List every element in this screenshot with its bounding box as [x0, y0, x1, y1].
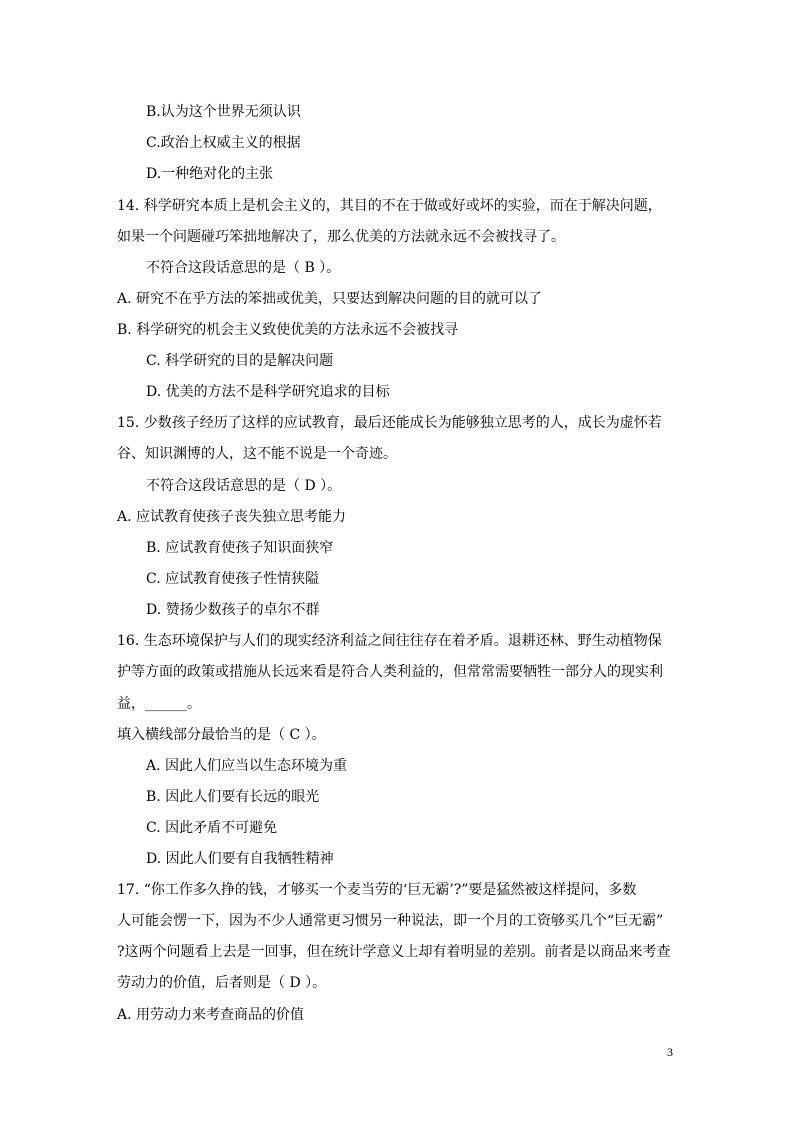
- question-17-stem-line-1: 17. “你工作多久挣的钱，才够买一个麦当劳的‘巨无霸’?”要是猛然被这样提问，多数: [117, 882, 637, 898]
- question-16-option-b: B. 因此人们要有长远的眼光: [146, 789, 320, 805]
- question-14-stem-line-1: 14. 科学研究本质上是机会主义的，其目的不在于做或好或坏的实验，而在于解决问题，: [117, 198, 662, 214]
- option-b: B.认为这个世界无须认识: [146, 104, 301, 120]
- question-15-stem-line-1: 15. 少数孩子经历了这样的应试教育，最后还能成长为能够独立思考的人，成长为虚怀若: [117, 415, 662, 431]
- question-16-option-a: A. 因此人们应当以生态环境为重: [146, 758, 348, 774]
- question-15-option-c: C. 应试教育使孩子性情狭隘: [146, 571, 320, 587]
- question-17-option-a: A. 用劳动力来考查商品的价值: [117, 1007, 305, 1023]
- question-17-stem-line-2: 人可能会愣一下，因为不少人通常更习惯另一种说法，即一个月的工资够买几个“巨无霸”: [117, 913, 664, 929]
- question-15-prompt: 不符合这段话意思的是（ D ）。: [146, 478, 342, 494]
- question-14-option-c: C. 科学研究的目的是解决问题: [146, 353, 334, 369]
- question-16-stem-line-1: 16. 生态环境保护与人们的现实经济利益之间往往存在着矛盾。退耕还林、野生动植物保: [117, 633, 662, 649]
- option-c: C.政治上权威主义的根据: [146, 135, 301, 151]
- question-16-option-c: C. 因此矛盾不可避免: [146, 820, 278, 836]
- question-16-stem-line-2: 护等方面的政策或措施从长远来看是符合人类利益的，但常常需要牺牲一部分人的现实利: [117, 664, 663, 680]
- question-17-stem-line-4: 劳动力的价值，后者则是（ D ）。: [117, 975, 327, 991]
- question-15-option-a: A. 应试教育使孩子丧失独立思考能力: [117, 509, 347, 525]
- question-14-prompt: 不符合这段话意思的是（ B ）。: [146, 260, 341, 276]
- question-16-stem-line-3: 益，______。: [117, 696, 201, 712]
- question-14-stem-line-2: 如果一个问题碰巧笨拙地解决了，那么优美的方法就永远不会被找寻了。: [117, 229, 565, 245]
- question-16-option-d: D. 因此人们要有自我牺牲精神: [146, 851, 334, 867]
- question-15-stem-line-2: 谷、知识渊博的人，这不能不说是一个奇迹。: [117, 446, 397, 462]
- page-number: 3: [667, 1045, 673, 1059]
- question-15-option-b: B. 应试教育使孩子知识面狭窄: [146, 540, 334, 556]
- question-14-option-d: D. 优美的方法不是科学研究追求的目标: [146, 384, 390, 400]
- option-d: D.一种绝对化的主张: [146, 166, 274, 182]
- question-16-prompt: 填入横线部分最恰当的是（ C ）。: [117, 727, 326, 743]
- question-14-option-a: A. 研究不在乎方法的笨拙或优美，只要达到解决问题的目的就可以了: [117, 291, 543, 307]
- question-17-stem-line-3: ?这两个问题看上去是一回事，但在统计学意义上却有着明显的差别。前者是以商品来考查: [117, 944, 671, 960]
- question-15-option-d: D. 赞扬少数孩子的卓尔不群: [146, 602, 320, 618]
- question-14-option-b: B. 科学研究的机会主义致使优美的方法永远不会被找寻: [117, 322, 459, 338]
